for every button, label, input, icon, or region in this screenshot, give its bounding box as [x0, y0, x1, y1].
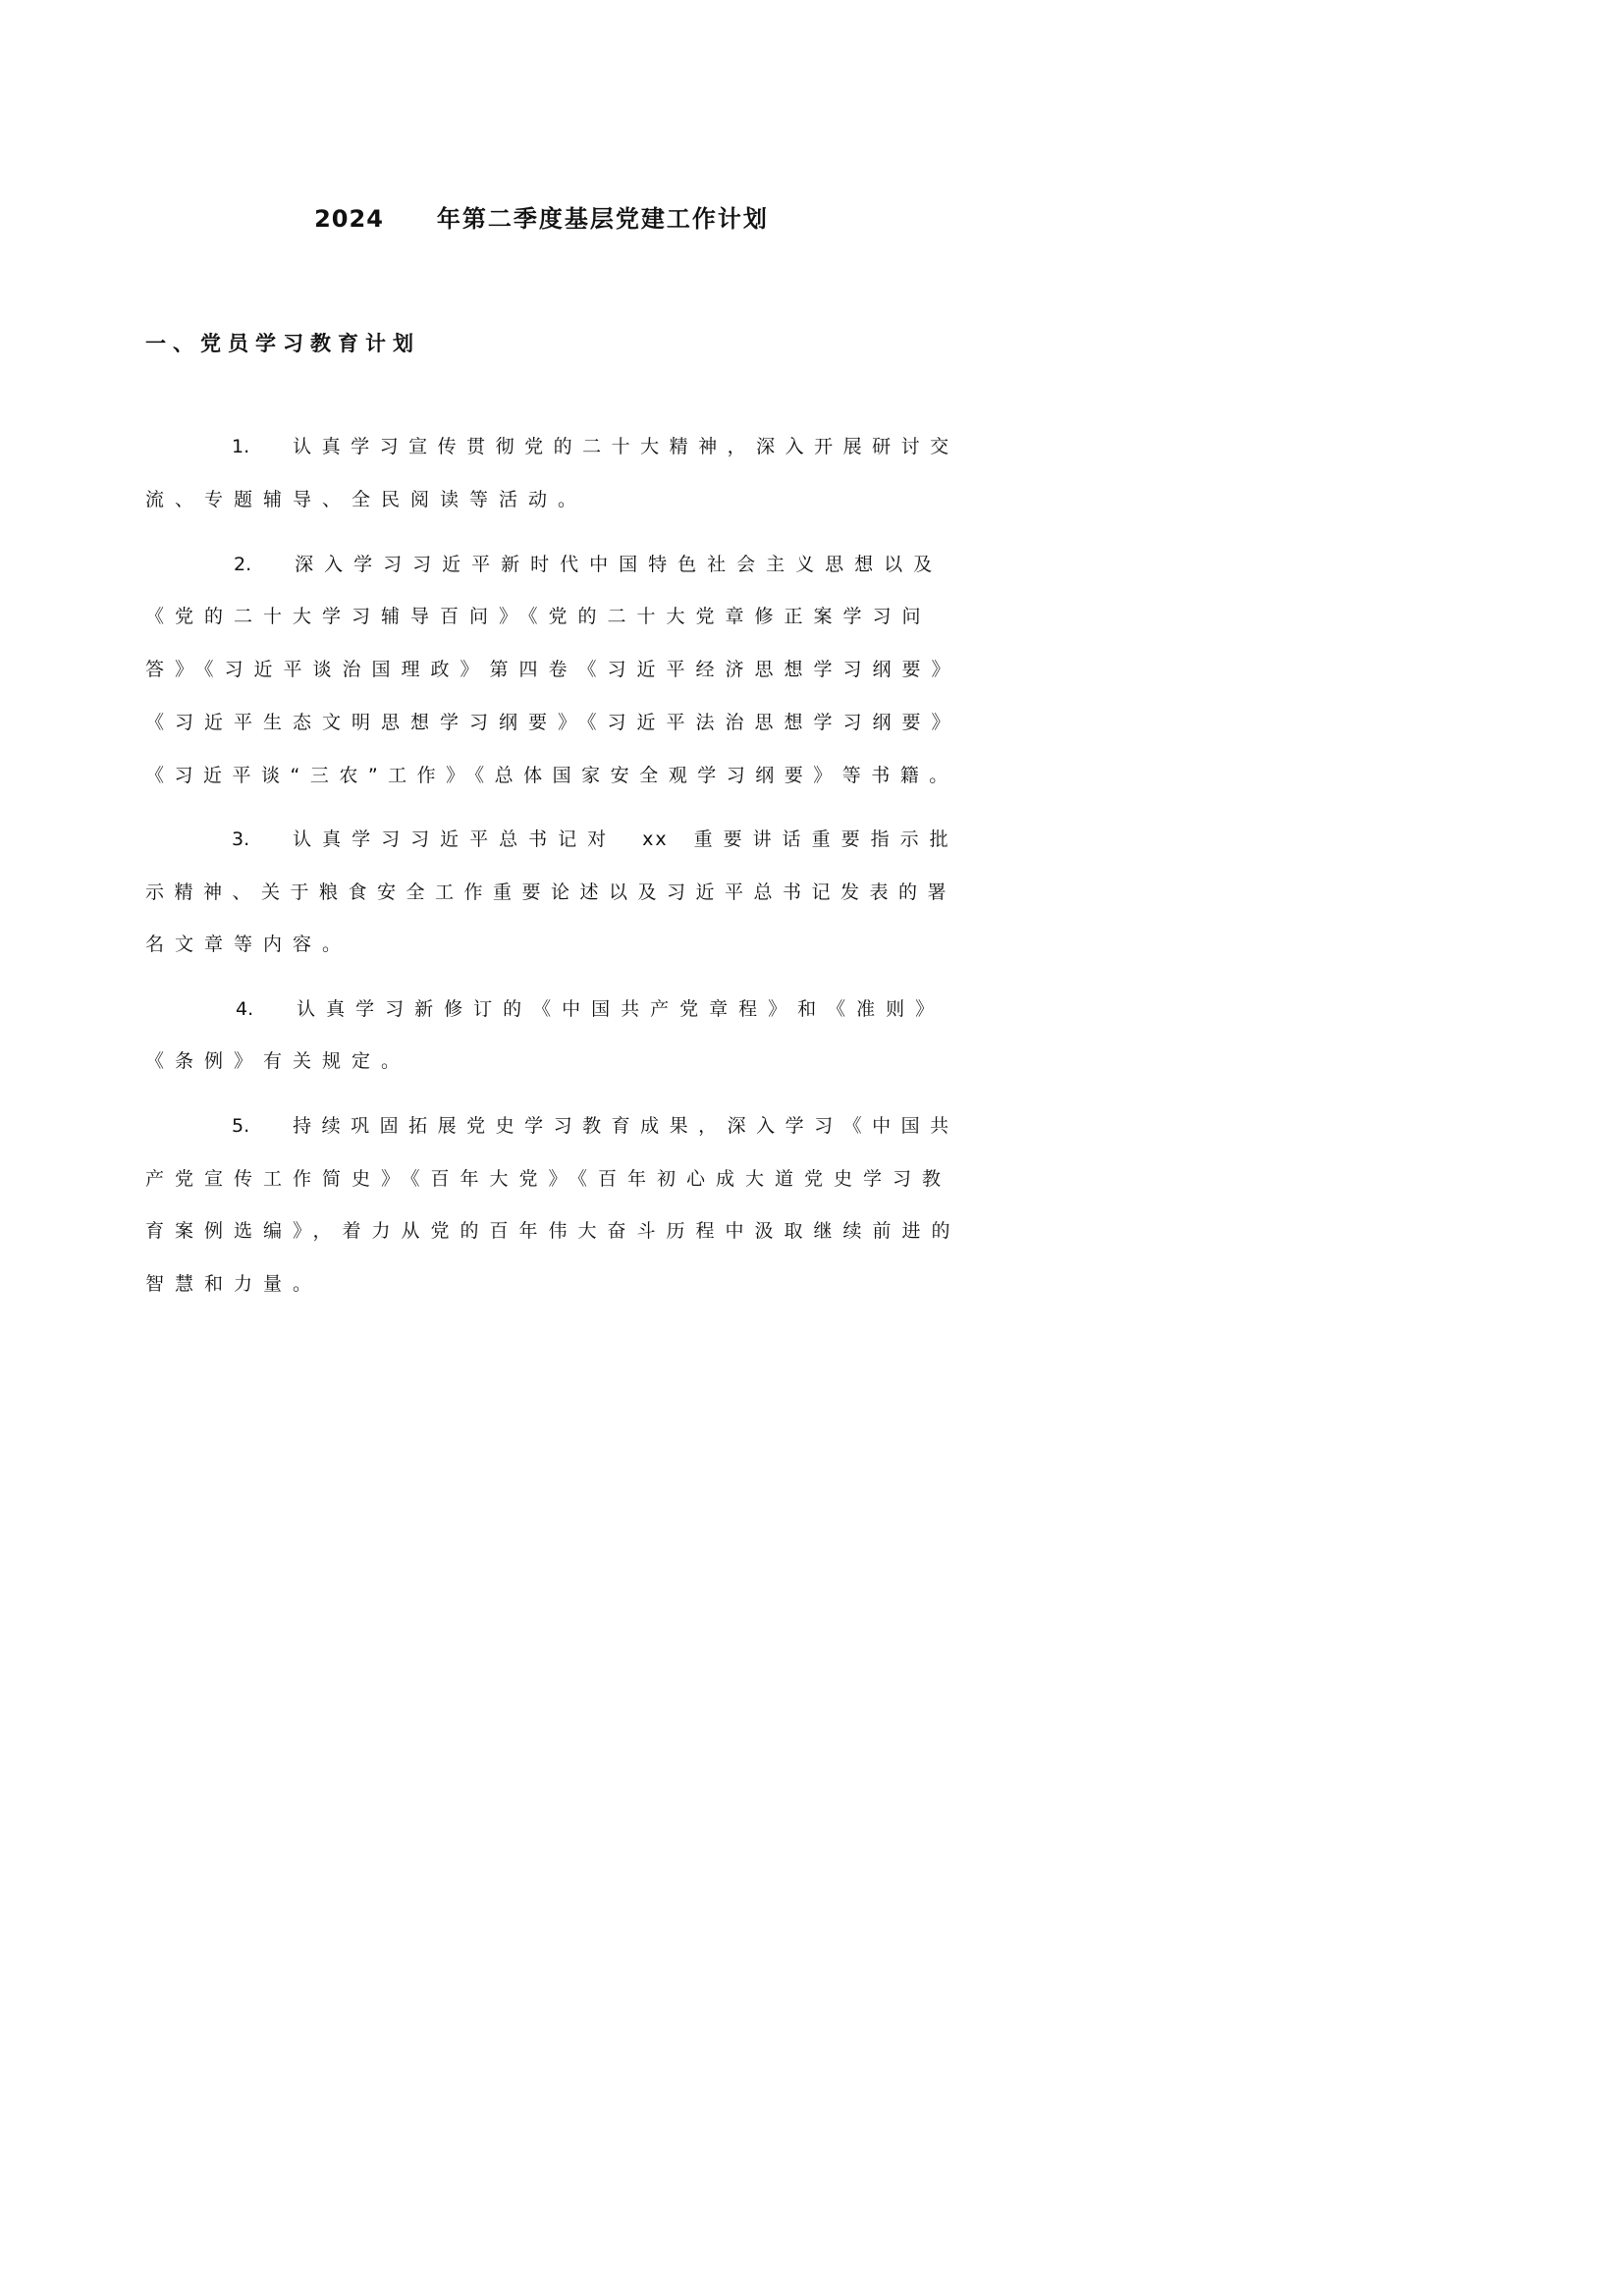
item-3-line-3: 名文章等内容。	[145, 934, 352, 955]
item-3-line-2: 示精神、关于粮食安全工作重要论述以及习近平总书记发表的署	[145, 881, 957, 903]
item-2-line-2: 《党的二十大学习辅导百问》《党的二十大党章修正案学习问	[145, 606, 932, 627]
item-4-line-1	[236, 994, 945, 1024]
item-4-line-2: 《条例》有关规定。	[145, 1050, 411, 1072]
item-4-number: 4.	[236, 998, 254, 1020]
item-1-text-1: 认真学习宣传贯彻党的二十大精神，深入开展研讨交	[293, 436, 959, 457]
item-3-line-1	[232, 825, 959, 854]
item-5-line-3: 育案例选编》，着力从党的百年伟大奋斗历程中汲取继续前进的	[145, 1220, 961, 1242]
item-2-line-1	[234, 550, 943, 579]
item-5-line-4: 智慧和力量。	[145, 1273, 323, 1295]
item-4-text-1: 认真学习新修订的《中国共产党章程》和《准则》	[297, 998, 946, 1020]
document-page	[0, 0, 1083, 1531]
item-2-line-5: 《习近平谈“三农”工作》《总体国家安全观学习纲要》等书籍。	[145, 765, 958, 786]
item-3-code: xx	[642, 828, 669, 850]
title-year: 2024	[314, 205, 384, 233]
section-heading: 一、党员学习教育计划	[145, 332, 420, 355]
item-3-number: 3.	[232, 828, 250, 850]
item-3-text-1b: 重要讲话重要指示批	[693, 828, 959, 850]
item-1-line-2: 流、专题辅导、全民阅读等活动。	[145, 489, 588, 510]
item-2-number: 2.	[234, 554, 252, 575]
item-2-line-3: 答》《习近平谈治国理政》第四卷《习近平经济思想学习纲要》	[145, 659, 961, 680]
item-5-number: 5.	[232, 1115, 250, 1137]
item-2-line-4: 《习近平生态文明思想学习纲要》《习近平法治思想学习纲要》	[145, 712, 961, 733]
item-2-text-1: 深入学习习近平新时代中国特色社会主义思想以及	[295, 554, 944, 575]
item-5-text-1: 持续巩固拓展党史学习教育成果，深入学习《中国共	[293, 1115, 959, 1137]
item-1-line-1	[232, 432, 959, 461]
item-3-text-1a: 认真学习习近平总书记对	[293, 828, 618, 850]
item-1-number: 1.	[232, 436, 250, 457]
title-text: 年第二季度基层党建工作计划	[436, 205, 769, 233]
item-5-line-1	[232, 1111, 959, 1141]
document-title	[0, 201, 1083, 237]
item-5-line-2: 产党宣传工作简史》《百年大党》《百年初心成大道党史学习教	[145, 1168, 952, 1190]
